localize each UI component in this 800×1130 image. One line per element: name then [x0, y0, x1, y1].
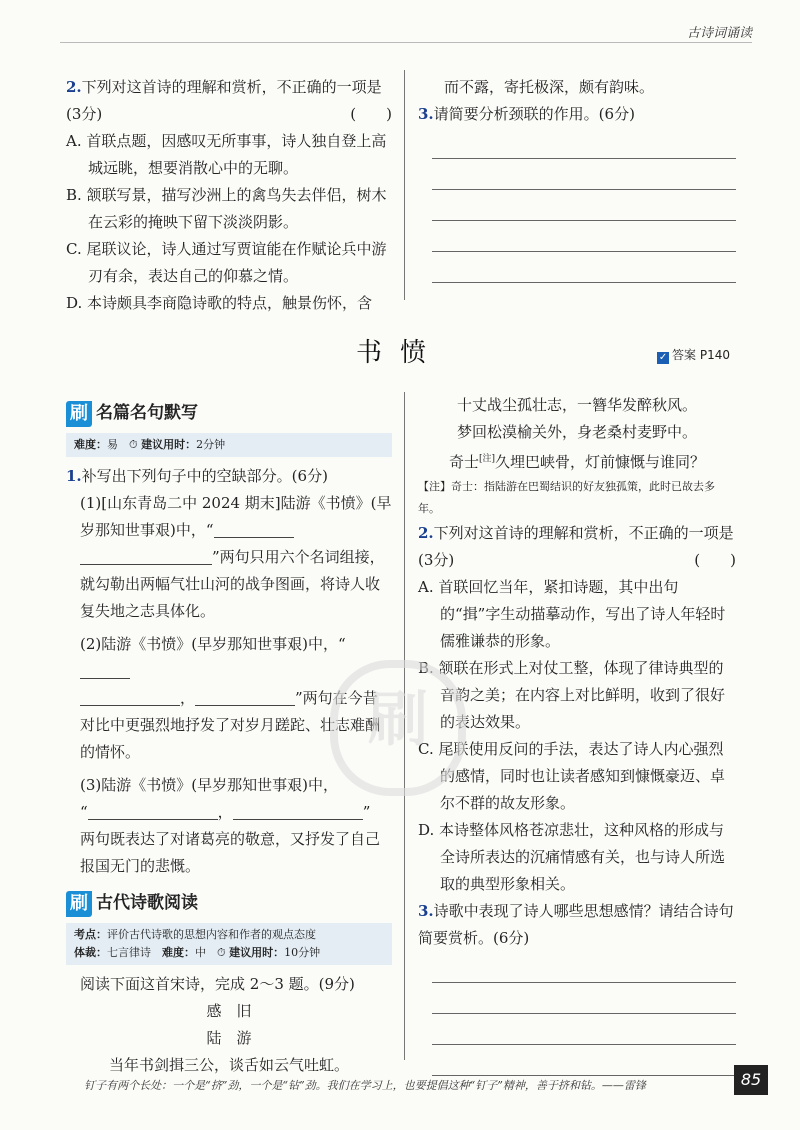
question-number: 1.: [66, 467, 82, 485]
question-number: 3.: [418, 902, 434, 920]
question-score: (3分): [66, 105, 103, 123]
page-title: 书愤: [355, 338, 444, 368]
question-text: 请简要分析颈联的作用。(6分): [433, 105, 635, 123]
item-3: (3)陆游《书愤》(早岁那知世事艰)中， “ ， ” 两句既表达了对诸葛亮的敬意，又抒发了自己报国无门的悲慨。: [80, 776, 381, 875]
fill-blank[interactable]: [80, 546, 212, 565]
option-a: A. 首联回忆当年，紧扣诗题，其中出句的“揖”字生动描摹动作，写出了诗人年轻时儒雅谦恭的形象。: [418, 578, 726, 650]
item-2: (2)陆游《书愤》(早岁那知世事艰)中，“ ， ”两句在今昔对比中更强烈地抒发了对岁月蹉跎、壮志难酬的情怀。: [80, 635, 381, 761]
poem-title: 感 旧: [206, 1002, 252, 1020]
option-d: D. 本诗颇具李商隐诗歌的特点，触景伤怀，含: [66, 294, 373, 312]
option-d: D. 本诗整体风格苍凉悲壮，这种风格的形成与全诗所表达的沉痛情感有关，也与诗人所选取的典型形象相关。: [418, 821, 726, 893]
header-divider: [60, 42, 752, 43]
section-title: 名篇名句默写: [96, 403, 198, 423]
question-score: (3分): [418, 551, 455, 569]
question-text: 下列对这首诗的理解和赏析，不正确的一项是: [81, 78, 382, 96]
option-d-continued: 而不露，寄托极深，颇有韵味。: [444, 78, 655, 96]
brush-badge: 刷: [66, 401, 92, 427]
question-number: 3.: [418, 105, 434, 123]
poem-line: 梦回松漠榆关外，身老桑村麦野中。: [456, 423, 697, 441]
fill-blank[interactable]: [88, 801, 218, 820]
poem-line: 当年书剑揖三公，谈舌如云气吐虹。: [108, 1056, 349, 1074]
poem-line: 奇士[注]久埋巴峡骨，灯前慷慨与谁同？: [448, 453, 706, 471]
fill-blank[interactable]: [80, 660, 130, 679]
header-section: 古诗词诵读: [686, 26, 752, 41]
fill-blank[interactable]: [80, 687, 180, 706]
info-bar: 难度：易 ⏱ 建议用时：2分钟: [66, 433, 392, 457]
answer-lines[interactable]: [432, 128, 736, 283]
option-b: B. 颔联在形式上对仗工整，体现了律诗典型的音韵之美；在内容上对比鲜明，收到了很好的表达效果。: [418, 659, 726, 731]
fill-blank[interactable]: [233, 801, 363, 820]
poem-author: 陆 游: [206, 1029, 252, 1047]
column-divider-top: [404, 70, 405, 300]
question-number: 2.: [418, 524, 434, 542]
question-text: 诗歌中表现了诗人哪些思想感情？请结合诗句简要赏析。(6分): [418, 902, 734, 947]
option-a: A. 首联点题，因感叹无所事事，诗人独自登上高城远眺，想要消散心中的无聊。: [66, 132, 387, 177]
question-text: 下列对这首诗的理解和赏析，不正确的一项是: [433, 524, 734, 542]
question-number: 2.: [66, 78, 82, 96]
answer-lines[interactable]: [432, 952, 736, 1076]
brush-badge: 刷: [66, 891, 92, 917]
fill-blank[interactable]: [195, 687, 295, 706]
answer-paren: ( ): [694, 551, 736, 569]
fill-blank[interactable]: [214, 519, 294, 538]
top-left-column: [66, 74, 392, 317]
answer-page: P140: [699, 348, 730, 362]
poem-line: 十丈战尘孤壮志，一簪华发醉秋风。: [456, 396, 697, 414]
answer-label: 答案: [672, 348, 697, 362]
poem-note: 【注】奇士：指陆游在巴蜀结识的好友独孤策，此时已故去多年。: [418, 480, 715, 515]
answer-ref[interactable]: [657, 346, 730, 364]
question-text: 补写出下列句子中的空缺部分。(6分): [81, 467, 328, 485]
option-c: C. 尾联议论，诗人通过写贾谊能在作赋论兵中游刃有余，表达自己的仰慕之情。: [66, 240, 387, 285]
section-title: 古代诗歌阅读: [96, 893, 198, 913]
top-right-column: [418, 74, 736, 283]
option-c: C. 尾联使用反问的手法，表达了诗人内心强烈的感情，同时也让读者感知到慷慨豪迈、卓尔不群的故友形象。: [418, 740, 726, 812]
watermark-seal: 刷: [330, 660, 466, 796]
check-icon: ✓: [658, 352, 668, 363]
footer-quote: 钉子有两个长处：一个是“挤”劲，一个是“钻”劲。我们在学习上，也要提倡这种“钉子”精神，善于挤和钻。——雷锋: [84, 1079, 646, 1092]
answer-paren: ( ): [350, 105, 392, 123]
option-b: B. 颔联写景，描写沙洲上的禽鸟失去伴侣，树木在云彩的掩映下留下淡淡阴影。: [66, 186, 387, 231]
page-number: 85: [734, 1065, 768, 1095]
item-1: (1)[山东青岛二中 2024 期末]陆游《书愤》(早岁那知世事艰)中，“ ”两句只用六个名词组接，就勾勒出两幅气壮山河的战争图画，将诗人收复失地之志具体化。: [80, 494, 392, 620]
section-header: [66, 400, 392, 427]
section-header: [66, 890, 392, 917]
reading-intro: 阅读下面这首宋诗，完成 2～3 题。(9分): [80, 975, 355, 993]
info-bar: 考点：评价古代诗歌的思想内容和作者的观点态度 体裁：七言律诗 难度：中 ⏱ 建议用时：10分钟: [66, 923, 392, 965]
